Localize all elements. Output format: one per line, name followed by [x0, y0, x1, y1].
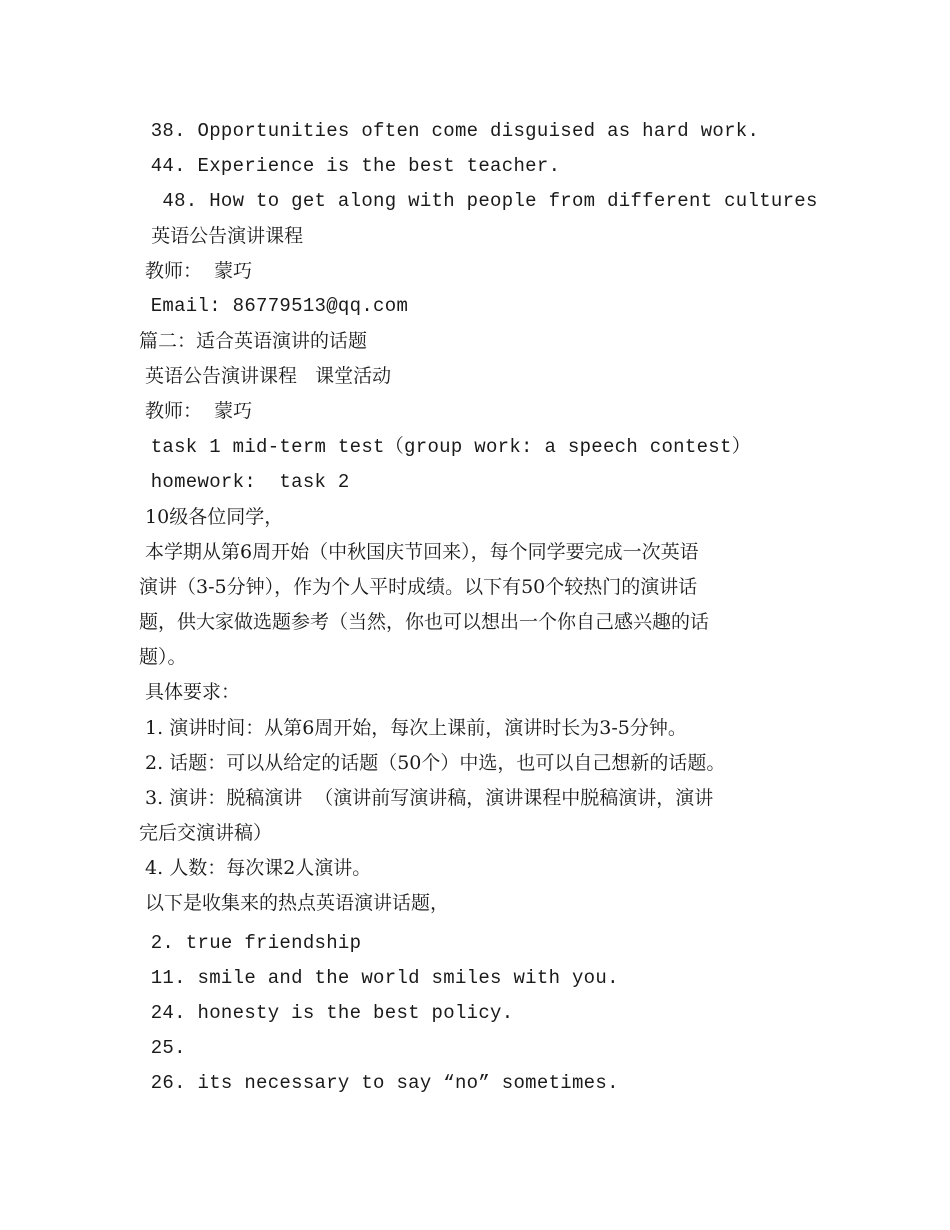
paragraph-line-3: 题，供大家做选题参考（当然，你也可以想出一个你自己感兴趣的话 — [139, 611, 710, 633]
section-heading: 篇二：适合英语演讲的话题 — [139, 330, 368, 352]
teacher-line-2: 教师： 蒙巧 — [139, 400, 253, 422]
requirements-heading: 具体要求： — [139, 681, 241, 703]
task-line: task 1 mid-term test（group work: a speech contest） — [139, 436, 751, 458]
topic-26: 26. its necessary to say “no” sometimes. — [139, 1072, 619, 1094]
requirement-2: 2. 话题：可以从给定的话题（50个）中选，也可以自己想新的话题。 — [139, 752, 726, 774]
greeting-line: 10级各位同学， — [139, 506, 284, 528]
teacher-line: 教师： 蒙巧 — [139, 260, 253, 282]
text-line-quote-44: 44. Experience is the best teacher. — [139, 155, 561, 177]
course-activity-title: 英语公告演讲课程 课堂活动 — [139, 365, 392, 387]
homework-line: homework: task 2 — [139, 471, 350, 493]
email-line: Email: 86779513@qq.com — [139, 295, 409, 317]
topic-11: 11. smile and the world smiles with you. — [139, 967, 619, 989]
topic-2: 2. true friendship — [139, 932, 362, 954]
text-line-quote-38: 38. Opportunities often come disguised as hard work. — [139, 120, 760, 142]
topic-24: 24. honesty is the best policy. — [139, 1002, 514, 1024]
text-line-topic-48: 48. How to get along with people from different cultures — [139, 190, 818, 212]
course-title: 英语公告演讲课程 — [139, 225, 304, 247]
paragraph-line-4: 题）。 — [139, 646, 187, 668]
requirement-3: 3. 演讲：脱稿演讲 （演讲前写演讲稿，演讲课程中脱稿演讲，演讲 — [139, 787, 714, 809]
requirement-3-cont: 完后交演讲稿） — [139, 822, 273, 844]
requirement-4: 4. 人数：每次课2人演讲。 — [139, 857, 372, 879]
requirement-1: 1. 演讲时间：从第6周开始，每次上课前，演讲时长为3-5分钟。 — [139, 717, 687, 739]
paragraph-line-1: 本学期从第6周开始（中秋国庆节回来），每个同学要完成一次英语 — [139, 541, 699, 563]
paragraph-line-2: 演讲（3-5分钟），作为个人平时成绩。以下有50个较热门的演讲话 — [139, 576, 698, 598]
topic-25: 25. — [139, 1037, 186, 1059]
topics-intro: 以下是收集来的热点英语演讲话题， — [139, 892, 450, 914]
